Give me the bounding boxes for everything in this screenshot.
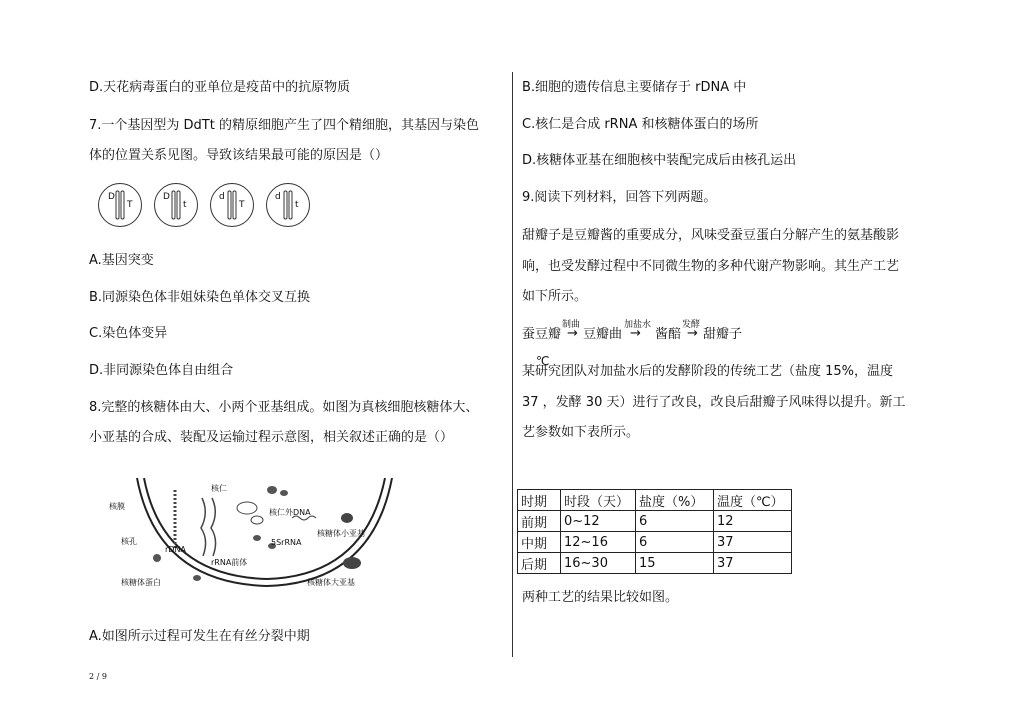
table-cell: 0~12 <box>561 511 636 532</box>
table-row <box>518 511 792 532</box>
celsius-symbol: ℃ <box>536 354 550 368</box>
label-small-subunit: 核糖体小亚基 <box>317 529 365 538</box>
table-cell: 后期 <box>518 553 561 574</box>
flow-arrow-1: → <box>567 326 578 341</box>
label-large-subunit: 核糖体大亚基 <box>307 578 355 587</box>
table-cell: 6 <box>636 511 714 532</box>
column-divider <box>512 72 513 657</box>
table-header: 时期 <box>518 490 561 511</box>
table-cell: 6 <box>636 532 714 553</box>
cell-2: D t <box>154 183 198 227</box>
label-ribosomal-protein: 核糖体蛋白 <box>121 578 161 587</box>
material-line1: 甜瓣子是豆瓣酱的重要成分，风味受蚕豆蛋白分解产生的氨基酸影 <box>522 228 900 243</box>
option-c-right: C.核仁是合成 rRNA 和核糖体蛋白的场所 <box>522 117 759 132</box>
flow-arrow-2: → <box>630 326 641 341</box>
option-d: D.非同源染色体自由组合 <box>89 363 234 378</box>
option-d-line: D.天花病毒蛋白的亚单位是疫苗中的抗原物质 <box>89 80 351 95</box>
question-8-line2: 小亚基的合成、装配及运输过程示意图，相关叙述正确的是（） <box>89 430 454 445</box>
table-cell: 15 <box>636 553 714 574</box>
label-nucleolus: 核仁 <box>211 484 227 493</box>
option-b: B.同源染色体非姐妹染色单体交叉互换 <box>89 290 311 305</box>
table-row <box>518 553 792 574</box>
cell-4: d t <box>266 183 310 227</box>
table-header: 盐度（%） <box>636 490 714 511</box>
research-line2: 37 ，发酵 30 天）进行了改良，改良后甜瓣子风味得以提升。新工 <box>522 395 906 410</box>
table-cell: 前期 <box>518 511 561 532</box>
option-d-right: D.核糖体亚基在细胞核中装配完成后由核孔运出 <box>522 153 797 168</box>
material-line3: 如下所示。 <box>522 289 588 304</box>
table-header: 温度（℃） <box>714 490 792 511</box>
table-cell: 37 <box>714 553 792 574</box>
label-rdna: rDNA <box>165 545 186 554</box>
flow-step-3: 酱醅 <box>655 327 682 342</box>
question-8-line1: 8.完整的核糖体由大、小两个亚基组成。如图为真核细胞核糖体大、 <box>89 400 479 415</box>
flow-step-4: 甜瓣子 <box>703 327 743 342</box>
label-5s-rrna: 5SrRNA <box>271 538 302 547</box>
sperm-cells-figure <box>98 183 310 227</box>
label-extra-dna: 核仁外DNA <box>269 508 311 517</box>
flow-arrow-3: → <box>687 326 698 341</box>
question-9: 9.阅读下列材料，回答下列两题。 <box>522 190 717 205</box>
label-nuclear-pore: 核孔 <box>121 537 137 546</box>
flow-label-3: 发酵 <box>682 320 701 330</box>
table-cell: 37 <box>714 532 792 553</box>
label-nuclear-membrane: 核膜 <box>109 502 125 511</box>
cell-3: d T <box>210 183 254 227</box>
process-parameters-table <box>517 489 792 574</box>
flow-label-2: 加盐水 <box>624 320 652 330</box>
option-c: C.染色体变异 <box>89 326 168 341</box>
table-cell: 12 <box>714 511 792 532</box>
table-header-row <box>518 490 792 511</box>
flow-label-1: 制曲 <box>562 320 581 330</box>
table-cell: 16~30 <box>561 553 636 574</box>
table-header: 时段（天） <box>561 490 636 511</box>
option-a: A.基因突变 <box>89 253 154 268</box>
label-rrna-precursor: rRNA前体 <box>211 558 248 567</box>
material-line2: 响，也受发酵过程中不同微生物的多种代谢产物影响。其生产工艺 <box>522 259 900 274</box>
question-8-option-a: A.如图所示过程可发生在有丝分裂中期 <box>89 629 310 644</box>
table-cell: 12~16 <box>561 532 636 553</box>
question-7-line2: 体的位置关系见图。导致该结果最可能的原因是（） <box>89 148 389 163</box>
option-b-right: B.细胞的遗传信息主要储存于 rDNA 中 <box>522 80 747 95</box>
page-number: 2 / 9 <box>89 672 107 681</box>
research-line3: 艺参数如下表所示。 <box>522 425 640 440</box>
research-line1: 某研究团队对加盐水后的发酵阶段的传统工艺（盐度 15%，温度 <box>522 364 894 379</box>
table-cell: 中期 <box>518 532 561 553</box>
results-intro: 两种工艺的结果比较如图。 <box>522 590 679 605</box>
flow-step-1: 蚕豆瓣 <box>522 327 562 342</box>
cell-1: D T <box>98 183 142 227</box>
flow-step-2: 豆瓣曲 <box>583 327 623 342</box>
question-7-line1: 7.一个基因型为 DdTt 的精原细胞产生了四个精细胞，其基因与染色 <box>89 118 479 133</box>
ribosome-assembly-diagram <box>97 478 397 594</box>
table-row <box>518 532 792 553</box>
